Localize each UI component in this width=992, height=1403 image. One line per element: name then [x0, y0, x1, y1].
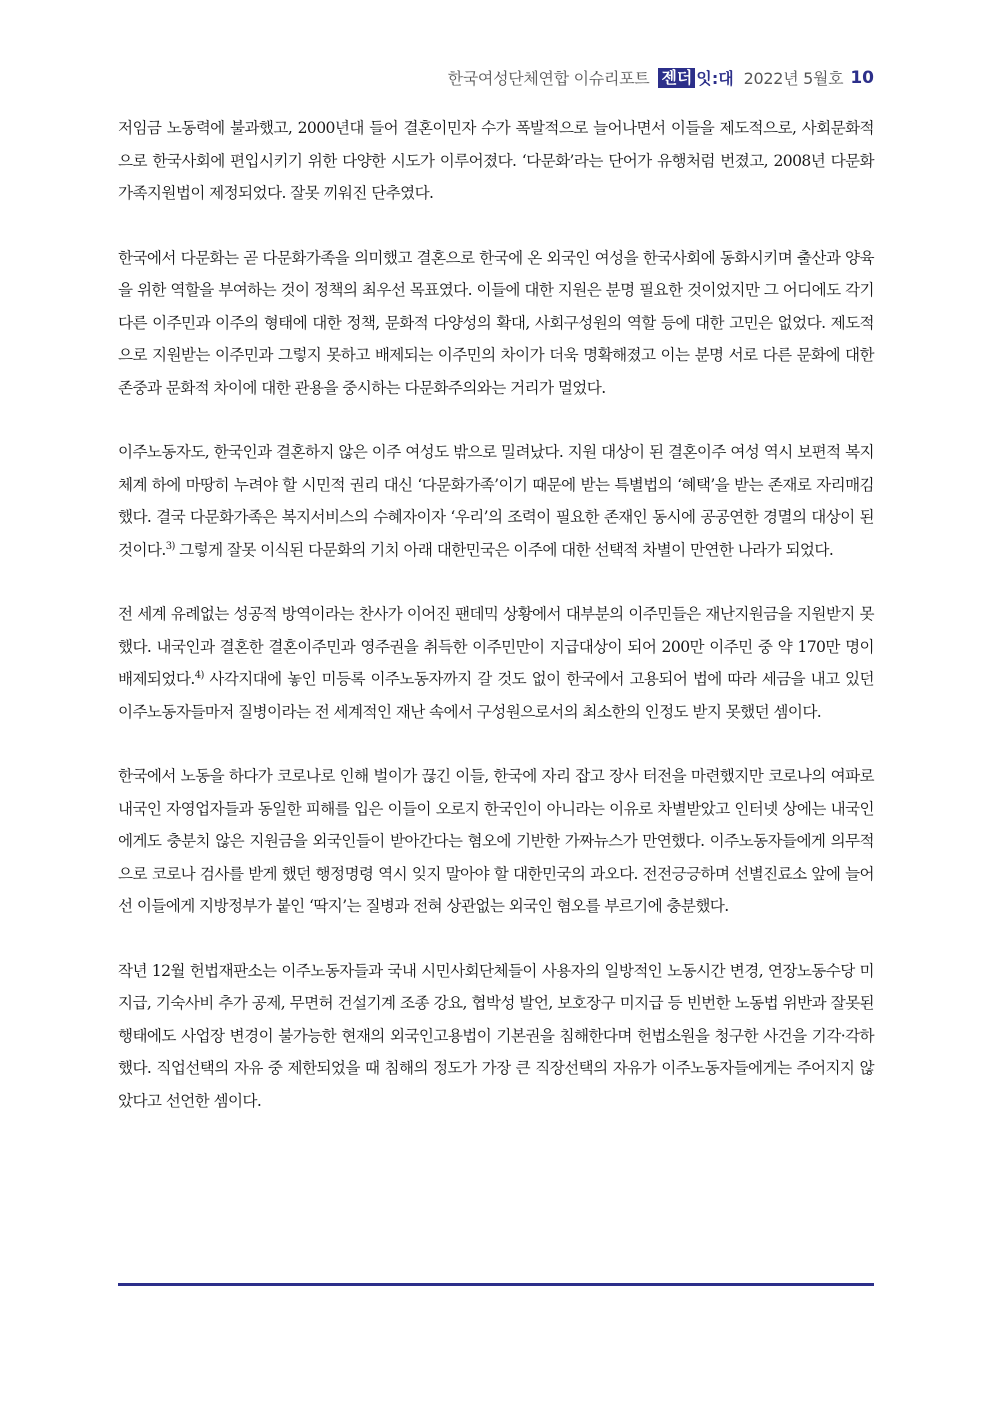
paragraph: [118, 598, 874, 728]
page-number: 10: [850, 67, 874, 88]
footer-divider: [118, 1283, 874, 1286]
paragraph-text: 이주노동자도, 한국인과 결혼하지 않은 이주 여성도 밖으로 밀려났다. 지원 대상이 된 결혼이주 여성 역시 보편적 복지체계 하에 마땅히 누려야 할 시민적 권리 대신 ‘다문화가족’이기 때문에 받는 특별법의 ‘혜택’을 받는 존재로 자리매김했다. 결국 다문화가족은 복지서비스의 수혜자이자 ‘우리’의 조력이 필요한 존재인 동시에 공공연한 경멸의 대상이 된 것이다.: [118, 443, 874, 559]
brand-logo-box: 젠더: [658, 68, 695, 88]
paragraph-text: 사각지대에 놓인 미등록 이주노동자까지 갈 것도 없이 한국에서 고용되어 법에 따라 세금을 내고 있던 이주노동자들마저 질병이라는 전 세계적인 재난 속에서 구성원으로서의 최소한의 인정도 받지 못했던 셈이다.: [118, 670, 874, 721]
paragraph: [118, 436, 874, 566]
paragraph: [118, 242, 874, 405]
paragraph-text: 전 세계 유례없는 성공적 방역이라는 찬사가 이어진 팬데믹 상황에서 대부분의 이주민들은 재난지원금을 지원받지 못했다. 내국인과 결혼한 결혼이주민과 영주권을 취득한 이주민만이 지급대상이 되어 200만 이주민 중 약 170만 명이 배제되었다.: [118, 605, 874, 688]
paragraph: [118, 112, 874, 210]
paragraph-text: 작년 12월 헌법재판소는 이주노동자들과 국내 시민사회단체들이 사용자의 일방적인 노동시간 변경, 연장노동수당 미지급, 기숙사비 추가 공제, 무면허 건설기계 조종 강요, 협박성 발언, 보호장구 미지급 등 빈번한 노동법 위반과 잘못된 행태에도 사업장 변경이 불가능한 현재의 외국인고용법이 기본권을 침해한다며 헌법소원을 청구한 사건을 기각·각하했다. 직업선택의 자유 중 제한되었을 때 침해의 정도가 가장 큰 직장선택의 자유가 이주노동자들에게는 주어지지 않았다고 선언한 셈이다.: [118, 961, 874, 1110]
report-org-title: 한국여성단체연합 이슈리포트: [447, 69, 650, 88]
paragraph-text: 한국에서 노동을 하다가 코로나로 인해 벌이가 끊긴 이들, 한국에 자리 잡고 장사 터전을 마련했지만 코로나의 여파로 내국인 자영업자들과 동일한 피해를 입은 이들이 오로지 한국인이 아니라는 이유로 차별받았고 인터넷 상에는 내국인에게도 충분치 않은 지원금을 외국인들이 받아간다는 혐오에 기반한 가짜뉴스가 만연했다. 이주노동자들에게 의무적으로 코로나 검사를 받게 했던 행정명령 역시 잊지 말아야 할 대한민국의 과오다. 전전긍긍하며 선별진료소 앞에 늘어선 이들에게 지방정부가 붙인 ‘딱지’는 질병과 전혀 상관없는 외국인 혐오를 부르기에 충분했다.: [118, 767, 874, 915]
paragraph-text: 한국에서 다문화는 곧 다문화가족을 의미했고 결혼으로 한국에 온 외국인 여성을 한국사회에 동화시키며 출산과 양육을 위한 역할을 부여하는 것이 정책의 최우선 목표였다. 이들에 대한 지원은 분명 필요한 것이었지만 그 어디에도 각기 다른 이주민과 이주의 형태에 대한 정책, 문화적 다양성의 확대, 사회구성원의 역할 등에 대한 고민은 없었다. 제도적으로 지원받는 이주민과 그렇지 못하고 배제되는 이주민의 차이가 더욱 명확해졌고 이는 분명 서로 다른 문화에 대한 존중과 문화적 차이에 대한 관용을 중시하는 다문화주의와는 거리가 멀었다.: [118, 248, 874, 397]
brand-logo: [658, 66, 733, 89]
paragraph: [118, 955, 874, 1118]
paragraph-text: 저임금 노동력에 불과했고, 2000년대 들어 결혼이민자 수가 폭발적으로 늘어나면서 이들을 제도적으로, 사회문화적으로 한국사회에 편입시키기 위한 다양한 시도가 이루어졌다. ‘다문화’라는 단어가 유행처럼 번졌고, 2008년 다문화가족지원법이 제정되었다. 잘못 끼워진 단추였다.: [118, 119, 874, 202]
paragraph: [118, 760, 874, 923]
page-header: [448, 66, 874, 89]
footnote-ref: 4): [194, 669, 204, 681]
issue-date: 2022년 5월호: [743, 69, 844, 88]
footnote-ref: 3): [165, 540, 175, 552]
paragraph-text: 그렇게 잘못 이식된 다문화의 기치 아래 대한민국은 이주에 대한 선택적 차별이 만연한 나라가 되었다.: [174, 540, 834, 559]
brand-logo-rest: 잇:대: [696, 69, 734, 88]
article-body: [118, 112, 874, 1149]
